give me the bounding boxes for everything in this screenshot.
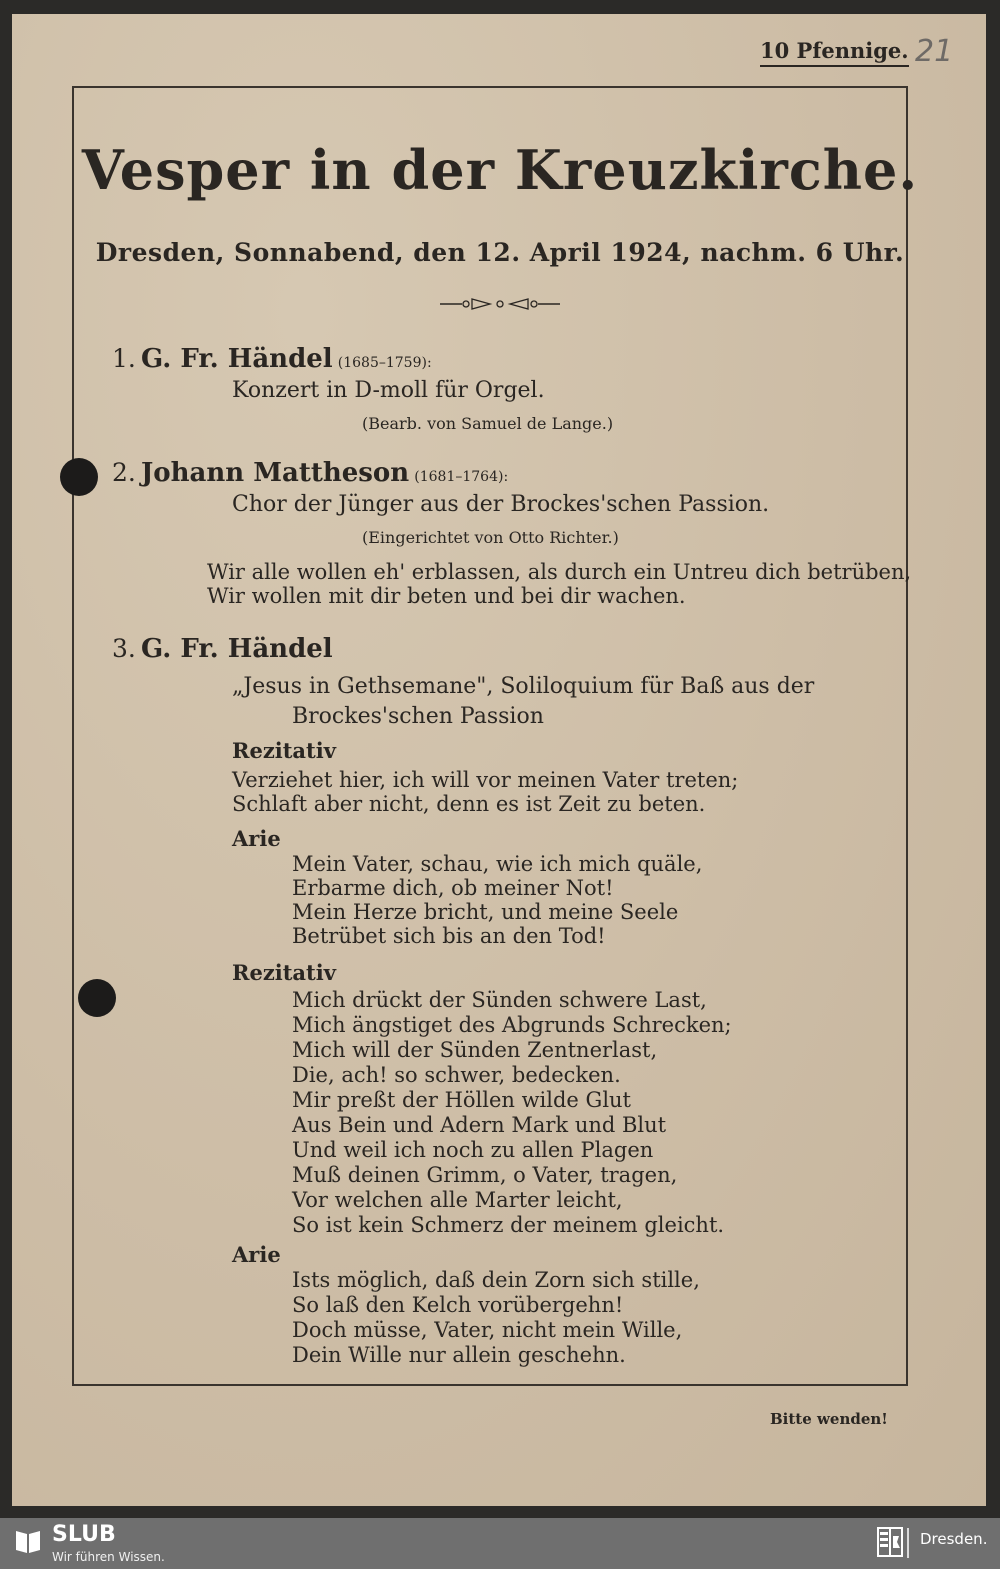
punch-hole: [60, 458, 98, 496]
lyric-line: Erbarme dich, ob meiner Not!: [292, 876, 614, 900]
lyric-line: Betrübet sich bis an den Tod!: [292, 924, 606, 948]
lyric-line: Schlaft aber nicht, denn es ist Zeit zu beten.: [232, 792, 706, 816]
lyric-line: Mein Herze bricht, und meine Seele: [292, 900, 679, 924]
arrangement-note: (Eingerichtet von Otto Richter.): [362, 528, 619, 547]
composer-dates: (1681–1764):: [414, 469, 509, 485]
lyric-line: Aus Bein und Adern Mark und Blut: [292, 1113, 667, 1137]
turn-page-note: Bitte wenden!: [770, 1410, 888, 1428]
program-item-3: [112, 634, 333, 664]
punch-hole: [78, 979, 116, 1017]
lyric-line: Dein Wille nur allein geschehn.: [292, 1343, 626, 1367]
slub-book-icon: [12, 1525, 44, 1557]
page-title: Vesper in der Kreuzkirche.: [81, 138, 919, 202]
composer-dates: (1685–1759):: [337, 355, 432, 371]
lyric-line: Mir preßt der Höllen wilde Glut: [292, 1088, 631, 1112]
section-heading: Rezitativ: [232, 960, 336, 985]
section-heading: Arie: [232, 1242, 281, 1267]
event-date-line: Dresden, Sonnabend, den 12. April 1924, nachm. 6 Uhr.: [95, 238, 905, 267]
lyric-line: Und weil ich noch zu allen Plagen: [292, 1138, 654, 1162]
composer-name: Johann Mattheson: [140, 458, 410, 488]
program-item-1: [112, 344, 432, 374]
lyric-line: Mich will der Sünden Zentnerlast,: [292, 1038, 658, 1062]
lyric-line: Mich drückt der Sünden schwere Last,: [292, 988, 707, 1012]
lyric-line: Muß deinen Grimm, o Vater, tragen,: [292, 1163, 678, 1187]
composer-name: G. Fr. Händel: [140, 634, 333, 664]
pencil-annotation: 21: [915, 34, 954, 69]
lyric-line: Ists möglich, daß dein Zorn sich stille,: [292, 1268, 700, 1292]
work-title: Chor der Jünger aus der Brockes'schen Passion.: [232, 492, 770, 517]
item-number: 1.: [112, 344, 136, 373]
slub-logo-text[interactable]: SLUB: [52, 1522, 116, 1547]
viewer-footer-bar: [0, 1518, 1000, 1569]
lyric-line: Wir wollen mit dir beten und bei dir wachen.: [207, 584, 686, 608]
work-title-continued: Brockes'schen Passion: [292, 704, 544, 729]
lyric-line: Mich ängstiget des Abgrunds Schrecken;: [292, 1013, 732, 1037]
price-label: 10 Pfennige.: [760, 38, 909, 67]
arrangement-note: (Bearb. von Samuel de Lange.): [362, 414, 614, 433]
lyric-line: Doch müsse, Vater, nicht mein Wille,: [292, 1318, 683, 1342]
work-title: „Jesus in Gethsemane", Soliloquium für Baß aus der: [232, 674, 815, 699]
item-number: 3.: [112, 634, 136, 663]
dresden-coat-of-arms-icon: [876, 1526, 912, 1560]
section-heading: Rezitativ: [232, 738, 336, 763]
lyric-line: So ist kein Schmerz der meinem gleicht.: [292, 1213, 725, 1237]
slub-tagline: Wir führen Wissen.: [52, 1550, 165, 1564]
lyric-line: So laß den Kelch vorübergehn!: [292, 1293, 624, 1317]
lyric-line: Mein Vater, schau, wie ich mich quäle,: [292, 852, 703, 876]
ornament-divider-icon: [440, 296, 560, 312]
program-item-2: [112, 458, 508, 488]
work-title: Konzert in D-moll für Orgel.: [232, 378, 545, 403]
lyric-line: Verziehet hier, ich will vor meinen Vater treten;: [232, 768, 739, 792]
lyric-line: Vor welchen alle Marter leicht,: [292, 1188, 623, 1212]
item-number: 2.: [112, 458, 136, 487]
dresden-logo-text[interactable]: Dresden.: [920, 1530, 988, 1548]
composer-name: G. Fr. Händel: [140, 344, 333, 374]
section-heading: Arie: [232, 826, 281, 851]
lyric-line: Wir alle wollen eh' erblassen, als durch ein Untreu dich betrüben,: [207, 560, 912, 584]
lyric-line: Die, ach! so schwer, bedecken.: [292, 1063, 621, 1087]
